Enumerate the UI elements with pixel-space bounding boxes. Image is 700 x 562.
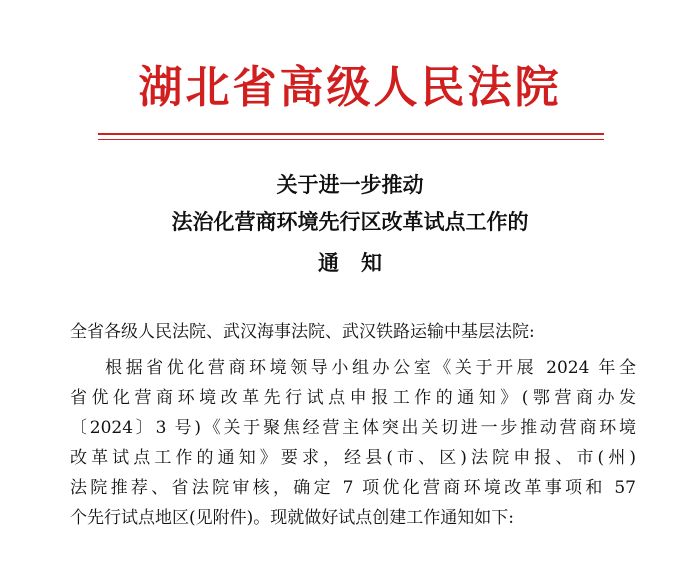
letterhead-red-rule-thick — [98, 133, 604, 135]
body-line-2: 省优化营商环境改革先行试点申报工作的通知》(鄂营商办发 — [70, 388, 636, 408]
body-line-3: 〔2024〕3 号)《关于聚焦经营主体突出关切进一步推动营商环境 — [70, 418, 636, 438]
notice-title-line-3: 通知 — [318, 250, 404, 275]
addressee-line: 全省各级人民法院、武汉海事法院、武汉铁路运输中基层法院: — [70, 322, 535, 342]
body-line-6: 个先行试点地区(见附件)。现就做好试点创建工作通知如下: — [70, 508, 514, 528]
letterhead-org-name: 湖北省高级人民法院 — [138, 62, 562, 113]
notice-title-line-1: 关于进一步推动 — [276, 172, 424, 197]
body-line-5: 法院推荐、省法院审核，确定 7 项优化营商环境改革事项和 57 — [70, 478, 636, 498]
body-line-1: 根据省优化营商环境领导小组办公室《关于开展 2024 年全 — [105, 358, 636, 378]
notice-title-line-2: 法治化营商环境先行区改革试点工作的 — [171, 209, 529, 234]
body-line-4: 改革试点工作的通知》要求，经县(市、区)法院申报、市(州) — [70, 448, 636, 468]
letterhead-red-rule-thin — [98, 139, 604, 140]
